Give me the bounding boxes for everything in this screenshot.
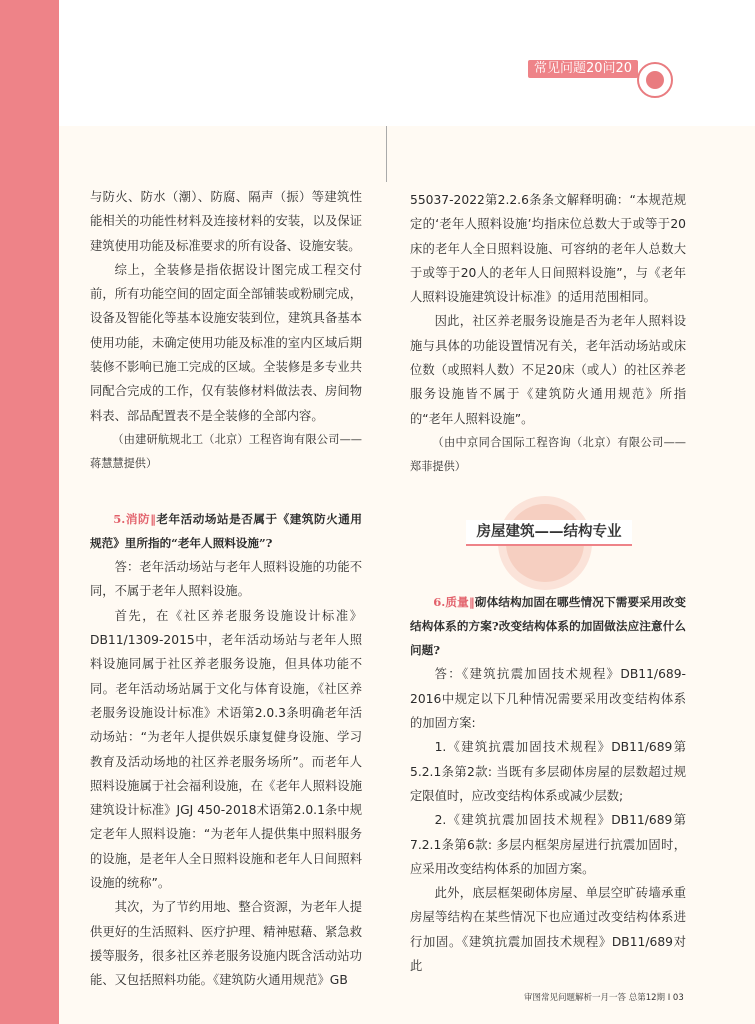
- body-paragraph: 因此，社区养老服务设施是否为老年人照料设施与具体的功能设置情况有关，老年活动场站或床位数（或照料人数）不足20床（或人）的社区养老服务设施皆不属于《建筑防火通用规范》所指的“老年人照料设施”。: [410, 314, 686, 426]
- body-paragraph: 55037-2022第2.2.6条条文解释明确：“本规范规定的‘老年人照料设施’均指床位总数大于或等于20床的老年人全日照料设施、可容纳的老年人总数大于或等于20人的老年人日间照料设施”，与《老年人照料设施建筑设计标准》的适用范围相同。: [410, 193, 686, 305]
- question-5: [90, 507, 362, 556]
- answer-paragraph: 首先，在《社区养老服务设施设计标准》DB11/1309-2015中，老年活动场站与老年人照料设施同属于社区养老服务设施，但具体功能不同。老年活动场站属于文化与体育设施，《社区养老服务设施设计标准》术语第2.0.3条明确老年活动场站：“为老年人提供娱乐康复健身设施、学习教育及活动场地的社区养老服务场所”。而老年人照料设施属于社会福利设施，在《老年人照料设施建筑设计标准》JGJ 450-2018术语第2.0.1条中规定老年人照料设施：“为老年人提供集中照料服务的设施，是老年人全日照料设施和老年人日间照料设施的统称”。: [90, 608, 362, 891]
- body-paragraph: 综上，全装修是指依据设计图完成工程交付前，所有功能空间的固定面全部铺装或粉刷完成，设备及智能化等基本设施安装到位，建筑具备基本使用功能，未确定使用功能及标准的室内区域后期装修不影响已施工完成的区域。全装修是多专业共同配合完成的工作，仅有装修材料做法表、房间物料表、部品配置表不是全装修的全部内容。: [90, 262, 362, 423]
- answer-paragraph: 其次，为了节约用地、整合资源，为老年人提供更好的生活照料、医疗护理、精神慰藉、紧急救援等服务，很多社区养老服务设施内既含活动站功能、又包括照料功能。《建筑防火通用规范》GB: [90, 900, 362, 988]
- question-label: 6.质量‖: [433, 594, 475, 609]
- question-text: 老年活动场站是否属于《建筑防火通用规范》里所指的“老年人照料设施”?: [90, 511, 362, 550]
- right-column: [410, 188, 686, 978]
- contributor-credit: （由建研航规北工（北京）工程咨询有限公司——蒋慧慧提供）: [90, 432, 362, 471]
- question-label: 5.消防‖: [113, 511, 156, 526]
- contributor-credit: （由中京同合国际工程咨询（北京）有限公司——郑菲提供）: [410, 435, 686, 474]
- section-heading: 房屋建筑——结构专业: [466, 520, 632, 546]
- answer-paragraph: 1.《建筑抗震加固技术规程》DB11/689第5.2.1条第2款: 当既有多层砌体房屋的层数超过规定限值时，应改变结构体系或减少层数;: [410, 740, 686, 803]
- body-paragraph: 与防火、防水（潮）、防腐、隔声（振）等建筑性能相关的功能性材料及连接材料的安装，以及保证建筑使用功能及标准要求的所有设备、设施安装。: [90, 190, 362, 253]
- section-heading-block: [410, 486, 686, 586]
- left-column: [90, 185, 362, 993]
- answer-paragraph: 答：老年活动场站与老年人照料设施的功能不同，不属于老年人照料设施。: [90, 560, 362, 599]
- question-6: [410, 590, 686, 663]
- answer-paragraph: 此外，底层框架砌体房屋、单层空旷砖墙承重房屋等结构在某些情况下也应通过改变结构体系进行加固。《建筑抗震加固技术规程》DB11/689对此: [410, 886, 686, 974]
- column-divider: [386, 126, 387, 182]
- page-footer: 审图常见问题解析一月一答 总第12期 I 03: [524, 993, 684, 1003]
- spacer: [90, 477, 362, 507]
- section-tag-circle-icon: [637, 62, 673, 98]
- section-tag: 常见问题20问20答: [528, 60, 638, 78]
- answer-paragraph: 答：《建筑抗震加固技术规程》DB11/689-2016中规定以下几种情况需要采用改变结构体系的加固方案:: [410, 667, 686, 731]
- answer-paragraph: 2.《建筑抗震加固技术规程》DB11/689第7.2.1条第6款: 多层内框架房屋进行抗震加固时，应采用改变结构体系的加固方案。: [410, 813, 686, 876]
- question-text: 砌体结构加固在哪些情况下需要采用改变结构体系的方案?改变结构体系的加固做法应注意什么问题?: [410, 594, 686, 658]
- left-margin-bar: [0, 0, 59, 1024]
